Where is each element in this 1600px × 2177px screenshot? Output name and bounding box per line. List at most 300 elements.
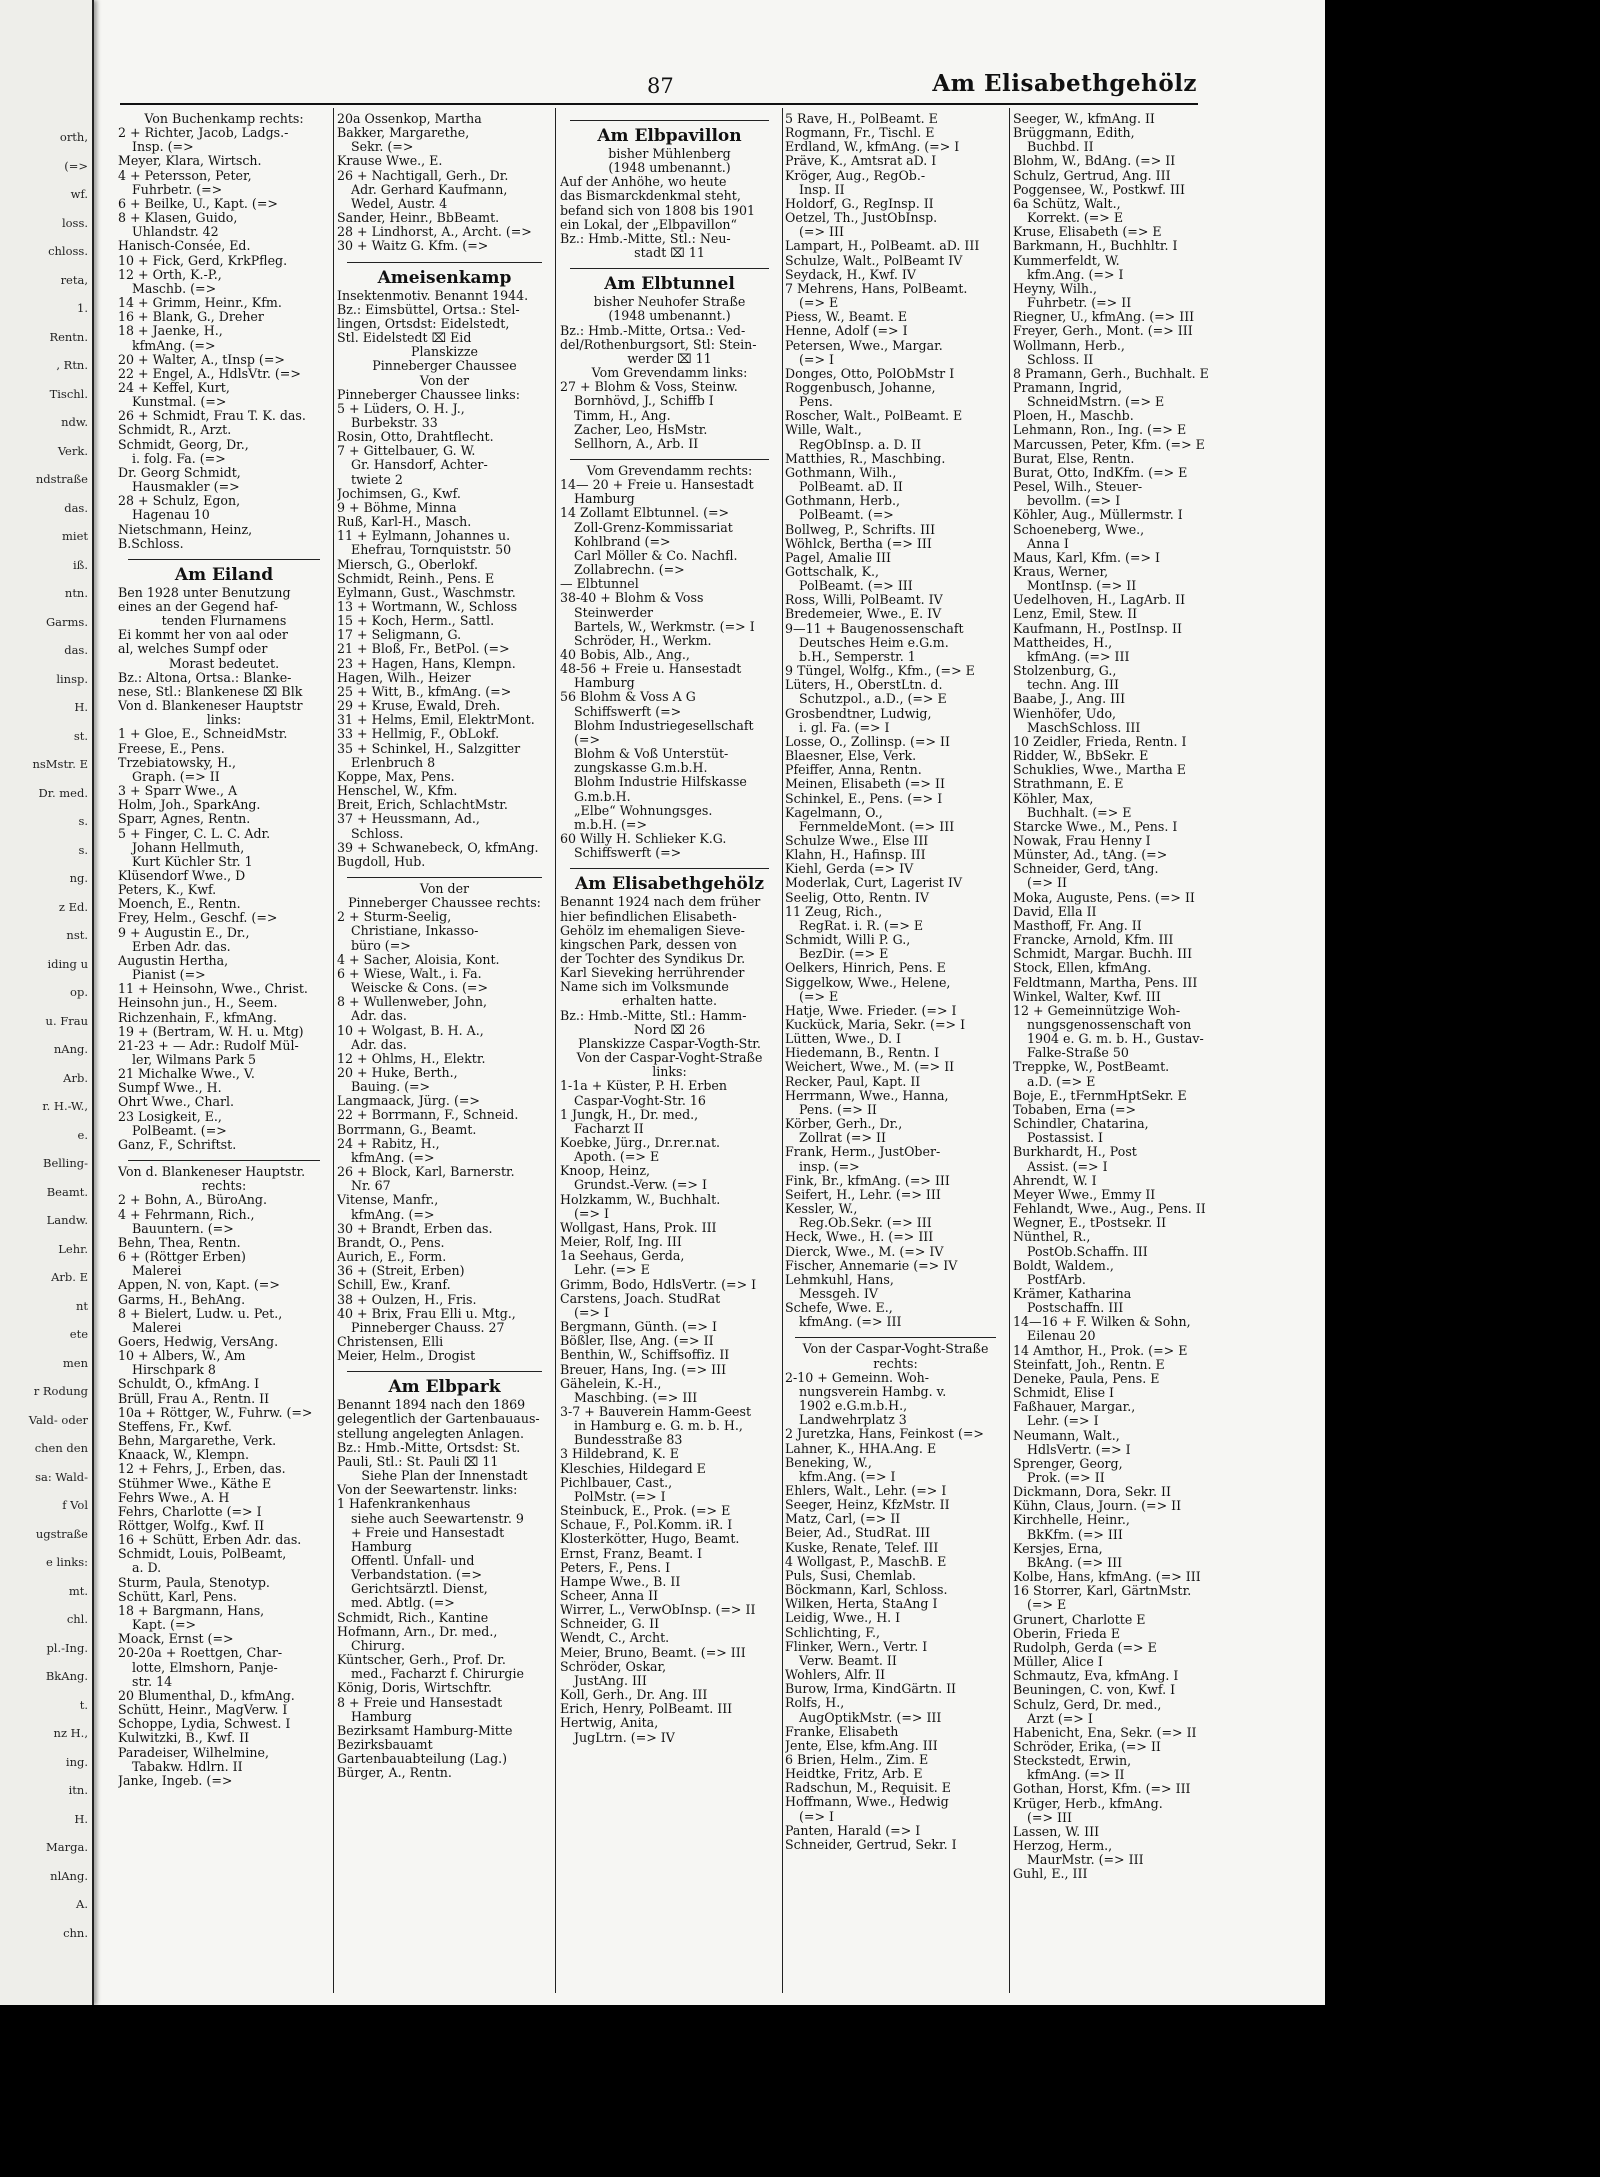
directory-entry-line: Kohlbrand (=> [574,534,671,549]
directory-entry-line: Starcke Wwe., M., Pens. I [1013,819,1178,834]
section-note: Morast bedeutet. [168,656,280,671]
directory-entry-line: 6 Brien, Helm., Zim. E [785,1752,929,1767]
directory-entry-line: Schmidt, R., Arzt. [118,423,232,438]
directory-entry-line: 14 + Grimm, Heinr., Kfm. [118,296,282,311]
directory-entry-line: Dickmann, Dora, Sekr. II [1013,1485,1172,1500]
directory-entry-line: (=> E [799,989,839,1004]
directory-entry-line: Böckmann, Karl, Schloss. [785,1583,948,1598]
directory-entry-line: Fuhrbetr. (=> [132,182,223,197]
directory-entry-line: Schulz, Gertrud, Ang. III [1013,168,1171,183]
directory-entry-line: Schmidt, Rich., Kantine [337,1610,489,1625]
directory-entry-line: 24 + Keffel, Kurt, [118,380,230,395]
directory-entry-line: Feldtmann, Martha, Pens. III [1013,975,1198,990]
column-divider [555,108,556,1993]
directory-entry-line: Hamburg [351,1539,412,1554]
directory-entry-line: 18 + Jaenke, H., [118,324,223,339]
directory-entry-line: Langmaack, Jürg. (=> [337,1094,480,1109]
directory-entry-line: Strathmann, E. E [1013,777,1124,792]
directory-entry-line: Anna I [1027,536,1069,551]
directory-entry-line: Von d. Blankeneser Hauptstr [118,699,303,714]
directory-entry-line: 10 Zeidler, Frieda, Rentn. I [1013,734,1187,749]
directory-entry-line: 3 Hildebrand, K. E [560,1447,679,1462]
directory-entry-line: Ploen, H., Maschb. [1013,409,1134,424]
section-note: Von der [419,881,470,896]
directory-entry-line: Hampe Wwe., B. II [560,1574,681,1589]
directory-entry-line: Neumann, Walt., [1013,1428,1120,1443]
directory-entry-line: 8 + Wullenweber, John, [337,995,487,1010]
directory-entry-line: Hamburg [574,676,635,691]
directory-entry-line: 19 + (Bertram, W. H. u. Mtg) [118,1024,304,1039]
directory-entry-line: Vitense, Manfr., [337,1193,439,1208]
directory-entry-line: 7 Mehrens, Hans, PolBeamt. [785,281,968,296]
directory-entry-line: Ehefrau, Tornquiststr. 50 [351,543,512,558]
directory-entry-line: Beneking, W., [785,1455,872,1470]
section-note: Von der [419,373,470,388]
directory-entry-line: 4 + Fehrmann, Rich., [118,1207,255,1222]
directory-entry-line: Christiane, Inkasso- [351,924,479,939]
directory-entry-line: Pauli, Stl.: St. Pauli ⌧ 11 [337,1454,499,1469]
directory-entry-line: 4 + Sacher, Aloisia, Kont. [337,952,500,967]
directory-entry-line: Benthin, W., Schiffsoffiz. II [560,1348,730,1363]
directory-entry-line: Schmidt, Margar. Buchh. III [1013,947,1193,962]
directory-entry-line: (=> [574,732,601,747]
column-divider [1009,108,1010,1993]
directory-entry-line: 8 Pramann, Gerh., Buchhalt. E [1013,366,1209,381]
directory-entry-line: 4 Wollgast, P., MaschB. E [785,1554,947,1569]
directory-entry-line: Schloss. II [1027,352,1094,367]
directory-entry-line: Roscher, Walt., PolBeamt. E [785,409,963,424]
directory-entry-line: med., Facharzt f. Chirurgie [351,1667,524,1682]
directory-entry-line: 4 + Petersson, Peter, [118,168,252,183]
directory-entry-line: Lenz, Emil, Stew. II [1013,607,1138,622]
directory-entry-line: Sparr, Agnes, Rentn. [118,812,251,827]
directory-entry-line: Fehrs Wwe., A. H [118,1490,230,1505]
directory-entry-line: 12 + Orth, K.-P., [118,267,222,282]
prev-page-fragment: itn. [68,1783,88,1797]
directory-entry-line: Krause Wwe., E. [337,154,443,169]
directory-entry-line: Wedel, Austr. 4 [351,196,448,211]
prev-page-fragment: reta, [60,272,88,287]
directory-entry-line: Siggelkow, Wwe., Helene, [785,975,951,990]
directory-entry-line: 9 + Böhme, Minna [337,500,457,515]
directory-entry-line: 28 + Lindhorst, A., Archt. (=> [337,225,532,240]
running-title: Am Elisabethgehölz [932,70,1197,97]
directory-entry-line: 33 + Hellmig, F., ObLokf. [337,727,500,742]
directory-entry-line: das Bismarckdenkmal steht, [560,189,741,204]
directory-entry-line: b.H., Semperstr. 1 [799,649,916,664]
directory-entry-line: Caspar-Voght-Str. 16 [574,1093,706,1108]
directory-entry-line: (=> E [1027,1598,1067,1613]
directory-entry-line: + Freie und Hansestadt [351,1525,505,1540]
directory-entry-line: 20 + Walter, A., tInsp (=> [118,352,285,367]
directory-entry-line: Köhler, Aug., Müllermstr. I [1013,508,1183,523]
directory-entry-line: Steckstedt, Erwin, [1013,1754,1132,1769]
directory-entry-line: Meyer Wwe., Emmy II [1013,1187,1156,1202]
directory-entry-line: 38-40 + Blohm & Voss [560,591,704,606]
directory-entry-line: Schlichting, F., [785,1625,881,1640]
directory-entry-line: Timm, H., Ang. [574,408,671,423]
directory-entry-line: nungsgenossenschaft von [1027,1018,1192,1032]
directory-entry-line: Insektenmotiv. Benannt 1944. [337,288,529,303]
directory-entry-line: 31 + Helms, Emil, ElektrMont. [337,713,535,728]
section-rule [128,559,320,560]
directory-entry-line: Erben Adr. das. [132,939,231,954]
directory-entry-line: 30 + Brandt, Erben das. [337,1221,493,1236]
prev-page-fragment: u. Frau [45,1013,88,1028]
directory-entry-line: Puls, Susi, Chemlab. [785,1568,917,1583]
page-number: 87 [647,74,674,98]
directory-entry-line: Ross, Willi, PolBeamt. IV [785,593,943,608]
directory-entry-line: 16 + Schütt, Erben Adr. das. [118,1533,302,1548]
directory-entry-line: Hamburg [351,1709,412,1724]
directory-entry-line: Ahrendt, W. I [1013,1173,1097,1188]
directory-entry-line: 14— 20 + Freie u. Hansestadt [560,478,754,493]
directory-entry-line: Schuklies, Wwe., Martha E [1013,763,1186,778]
directory-entry-line: Paradeiser, Wilhelmine, [118,1745,269,1760]
directory-entry-line: Erdland, W., kfmAng. (=> I [785,140,960,155]
directory-entry-line: Jochimsen, G., Kwf. [337,486,461,501]
directory-entry-line: Blohm & Voß Unterstüt- [574,747,729,762]
directory-entry-line: Kruse, Elisabeth (=> E [1013,225,1162,240]
directory-entry-line: Carl Möller & Co. Nachfl. [574,548,738,563]
directory-entry-line: 1 + Gloe, E., SchneidMstr. [118,727,288,742]
directory-entry-line: Fischer, Annemarie (=> IV [785,1258,958,1273]
directory-entry-line: (=> I [574,1305,609,1320]
directory-entry-line: 1 Hafenkrankenhaus [337,1497,471,1512]
directory-entry-line: Pens. [799,395,833,410]
directory-entry-line: 8 + Freie und Hansestadt [337,1695,503,1710]
street-heading: Am Eiland [174,564,274,585]
prev-page-fragment: A. [76,1897,88,1911]
directory-entry-line: Boldt, Waldem., [1013,1258,1114,1273]
directory-entry-line: gelegentlich der Gartenbauaus- [337,1412,540,1427]
directory-entry-line: Adr. Gerhard Kaufmann, [351,182,508,197]
directory-entry-line: 21 Michalke Wwe., V. [118,1067,255,1082]
directory-entry-line: 8 + Bielert, Ludw. u. Pet., [118,1306,283,1321]
directory-entry-line: eines an der Gegend haf- [118,600,278,614]
directory-entry-line: Freese, E., Pens. [118,741,225,756]
directory-entry-line: Schröder, Erika, (=> II [1013,1739,1161,1754]
directory-entry-line: 13 + Wortmann, W., Schloss [337,600,518,614]
directory-entry-line: Recker, Paul, Kapt. II [785,1074,921,1089]
directory-entry-line: kfm.Ang. (=> I [799,1469,896,1484]
directory-entry-line: Knaack, W., Klempn. [118,1448,249,1463]
directory-entry-line: Schiffswerft (=> [574,846,682,861]
prev-page-fragment: z Ed. [58,899,88,914]
directory-entry-line: Bößler, Ilse, Ang. (=> II [560,1334,714,1349]
directory-entry-line: Grosbendtner, Ludwig, [785,706,932,721]
section-rule [347,877,542,878]
directory-entry-line: Schulze Wwe., Else III [785,833,929,848]
directory-entry-line: Franke, Elisabeth [785,1724,899,1739]
directory-entry-line: PostfArb. [1027,1272,1086,1287]
directory-entry-line: Petersen, Wwe., Margar. [785,338,943,353]
directory-entry-line: Blohm Industrie Hilfskasse [574,775,747,790]
prev-page-fragment: Garms. [45,614,88,629]
prev-page-fragment: iding u [47,956,88,971]
directory-entry-line: 60 Willy H. Schlieker K.G. [560,832,727,847]
directory-entry-line: Oelkers, Hinrich, Pens. E [785,961,946,976]
directory-entry-line: (=> I [574,1206,609,1221]
directory-entry-line: Trzebiatowsky, H., [118,755,237,770]
directory-entry-line: Arzt (=> I [1027,1711,1093,1726]
directory-entry-line: der Tochter des Syndikus Dr. [560,951,746,966]
directory-entry-line: Christensen, Elli [337,1334,444,1349]
prev-page-fragment: chloss. [48,244,88,258]
directory-entry-line: Krüger, Herb., kfmAng. [1013,1796,1163,1811]
directory-entry-line: 40 Bobis, Alb., Ang., [560,648,690,662]
directory-entry-line: Falke-Straße 50 [1027,1046,1129,1061]
directory-entry-line: Gerichtsärztl. Dienst, [351,1582,488,1597]
directory-entry-line: Frank, Herm., JustOber- [785,1145,941,1160]
directory-entry-line: 26 + Schmidt, Frau T. K. das. [118,409,306,424]
directory-entry-line: 40 + Brix, Frau Elli u. Mtg., [337,1306,516,1321]
directory-entry-line: Ruß, Karl-H., Masch. [337,515,472,530]
column-3 [560,112,779,1992]
directory-entry-line: 23 Losigkeit, E., [118,1109,222,1124]
street-heading: Ameisenkamp [377,267,512,288]
directory-entry-line: Ehlers, Walt., Lehr. (=> I [785,1484,947,1498]
directory-entry-line: Janke, Ingeb. (=> [118,1773,233,1788]
directory-entry-line: Behn, Thea, Rentn. [118,1235,241,1250]
directory-entry-line: Wöhlck, Bertha (=> III [785,536,932,551]
prev-page-fragment: ndw. [61,415,88,429]
directory-entry-line: Steinbuck, E., Prok. (=> E [560,1504,731,1519]
prev-page-fragment: nlAng. [50,1868,88,1883]
directory-entry-line: 11 Zeug, Rich., [785,904,883,919]
directory-entry-line: „Elbe“ Wohnungsges. [574,803,713,818]
directory-entry-line: Blohm Industriegesellschaft [574,718,754,733]
directory-entry-line: 25 + Witt, B., kfmAng. (=> [337,684,512,699]
section-note: Vom Grevendamm links: [591,366,748,381]
directory-entry-line: i. gl. Fa. (=> I [799,720,890,735]
directory-entry-line: Pfeiffer, Anna, Rentn. [785,763,922,778]
directory-entry-line: Freyer, Gerh., Mont. (=> III [1013,324,1193,339]
directory-entry-line: Marcussen, Peter, Kfm. (=> E [1013,437,1205,452]
directory-entry-line: Benannt 1924 nach dem früher [560,895,761,910]
directory-entry-line: AugOptikMstr. (=> III [799,1710,942,1725]
directory-entry-line: 6a Schütz, Walt., [1013,196,1121,211]
directory-entry-line: 16 + Blank, G., Dreher [118,310,264,325]
directory-entry-line: Fink, Br., kfmAng. (=> III [785,1173,950,1188]
directory-entry-line: Rogmann, Fr., Tischl. E [785,126,935,141]
directory-entry-line: Schmidt, Reinh., Pens. E [337,571,495,586]
directory-entry-line: Zollabrechn. (=> [574,563,685,578]
directory-entry-line: Maschb. (=> [132,281,217,296]
directory-entry-line: Heck, Wwe., H. (=> III [785,1230,934,1245]
directory-entry-line: Bauuntern. (=> [132,1221,234,1236]
directory-entry-line: 2-10 + Gemeinn. Woh- [785,1370,930,1385]
section-note: bisher Mühlenberg [608,147,731,161]
directory-entry-line: 20 + Huke, Berth., [337,1066,458,1080]
directory-entry-line: 18 + Bargmann, Hans, [118,1603,265,1618]
prev-page-fragment: nz H., [53,1726,88,1740]
directory-entry-line: 20-20a + Roettgen, Char- [118,1646,283,1661]
directory-entry-line: med. Abtlg. (=> [351,1596,455,1611]
directory-entry-line: Auf der Anhöhe, wo heute [560,175,727,190]
directory-entry-line: Bergmann, Günth. (=> I [560,1320,717,1335]
directory-entry-line: Johann Hellmuth, [132,840,245,855]
directory-entry-line: Lehr. (=> I [1027,1414,1099,1429]
prev-page-fragment: s. [78,814,88,828]
directory-entry-line: Lütten, Wwe., D. I [785,1032,901,1047]
directory-entry-line: Moack, Ernst (=> [118,1632,234,1647]
prev-page-fragment: nt [75,1298,88,1313]
section-rule [347,1371,542,1372]
directory-entry-line: 9—11 + Baugenossenschaft [785,621,964,636]
prev-page-fragment: Arb. E [51,1270,88,1284]
prev-page-fragment: sa: Wald- [35,1469,88,1484]
directory-entry-line: stellung angelegten Anlagen. [337,1426,524,1441]
prev-page-fragment: ng. [69,871,88,885]
directory-entry-line: Gähelein, K.-H., [560,1376,662,1391]
directory-entry-line: Ohrt Wwe., Charl. [118,1095,235,1110]
directory-entry-line: Herzog, Herm., [1013,1839,1113,1854]
directory-entry-line: Hamburg [574,492,635,507]
directory-entry-line: Miersch, G., Oberlokf. [337,557,478,572]
directory-entry-line: 11 + Heinsohn, Wwe., Christ. [118,982,308,997]
section-note: bisher Neuhofer Straße [593,295,746,310]
directory-entry-line: 26 + Block, Karl, Barnerstr. [337,1165,515,1180]
directory-entry-line: 3-7 + Bauverein Hamm-Geest [560,1404,752,1419]
directory-entry-line: JustAng. III [574,1673,647,1688]
directory-entry-line: 5 + Finger, C. L. C. Adr. [118,826,271,841]
directory-entry-line: Guhl, E., III [1013,1867,1088,1882]
prev-page-fragment: chl. [66,1612,88,1626]
section-note: Nord ⌧ 26 [633,1022,706,1037]
directory-entry-line: Lehmkuhl, Hans, [785,1272,894,1287]
directory-entry-line: Schmidt, Willi P. G., [785,933,911,948]
section-note: Von der Caspar-Voght-Straße [802,1342,989,1357]
directory-entry-line: Beuningen, C. von, Kwf. I [1013,1683,1176,1698]
directory-entry-line: Schneider, Gerd, tAng. [1013,862,1159,877]
directory-entry-line: Von d. Blankeneser Hauptstr. [118,1165,306,1180]
section-note: werder ⌧ 11 [627,351,712,366]
directory-entry-line: Donges, Otto, PolObMstr I [785,366,955,381]
directory-entry-line: 22 + Borrmann, F., Schneid. [337,1108,519,1123]
directory-entry-line: 6 + Beilke, U., Kapt. (=> [118,196,278,211]
column-divider [333,108,334,1993]
directory-entry-line: 6 + Wiese, Walt., i. Fa. [337,966,482,981]
directory-entry-line: Treppke, W., PostBeamt. [1013,1060,1170,1075]
directory-entry-line: Rosin, Otto, Drahtflecht. [337,430,494,445]
directory-entry-line: Leidig, Wwe., H. I [785,1611,901,1626]
directory-entry-line: — Elbtunnel [560,577,639,592]
directory-entry-line: Hirschpark 8 [132,1363,216,1378]
directory-entry-line: kingschen Park, dessen von [560,937,737,952]
directory-entry-line: Wollgast, Hans, Prok. III [560,1220,717,1235]
directory-entry-line: 6 + (Röttger Erben) [118,1250,246,1265]
directory-entry-line: 48-56 + Freie u. Hansestadt [560,662,742,677]
directory-entry-line: Bredemeier, Wwe., E. IV [785,607,942,622]
directory-entry-line: Bezirksamt Hamburg-Mitte [337,1723,513,1738]
directory-entry-line: Malerei [132,1264,182,1279]
section-note: Von Buchenkamp rechts: [144,112,304,126]
directory-entry-line: Meinen, Elisabeth (=> II [785,777,945,792]
section-rule [347,262,542,263]
directory-entry-line: Schröder, Oskar, [560,1659,667,1674]
directory-entry-line: Kolbe, Hans, kfmAng. (=> III [1013,1570,1201,1585]
section-rule [570,459,769,460]
directory-entry-line: 2 + Sturm-Seelig, [337,910,452,925]
directory-entry-line: Facharzt II [574,1121,644,1136]
directory-entry-line: Grundst.-Verw. (=> I [574,1178,707,1193]
directory-entry-line: kfmAng. (=> III [799,1315,902,1330]
prev-page-fragment: , Rtn. [56,358,88,372]
directory-entry-line: Holm, Joh., SparkAng. [118,798,261,813]
directory-entry-line: Pianist (=> [132,968,206,983]
directory-entry-line: 20 Blumenthal, D., kfmAng. [118,1688,295,1703]
directory-entry-line: 10 + Wolgast, B. H. A., [337,1023,484,1038]
directory-entry-line: Chirurg. [351,1638,405,1653]
directory-entry-line: Sumpf Wwe., H. [118,1081,222,1096]
section-note: links: [206,713,242,728]
column-5 [1013,112,1225,1992]
directory-entry-line: 14 Zollamt Elbtunnel. (=> [560,506,730,521]
directory-entry-line: insp. (=> [799,1159,860,1174]
prev-page-fragment: chen den [34,1441,88,1455]
directory-entry-line: (=> I [799,1809,834,1824]
directory-entry-line: Barkmann, H., Buchhltr. I [1013,239,1178,254]
section-note: (1948 umbenannt.) [608,161,731,176]
directory-entry-line: kfmAng. (=> [351,1207,435,1222]
directory-entry-line: Gothmann, Wilh., [785,465,897,480]
directory-entry-line: büro (=> [351,938,411,953]
prev-page-fragment: Landw. [46,1213,88,1227]
prev-page-fragment: f Vol [62,1498,88,1512]
directory-entry-line: Stolzenburg, G., [1013,664,1117,679]
directory-entry-line: Korrekt. (=> E [1027,211,1124,226]
directory-entry-line: Kleschies, Hildegard E [560,1461,706,1476]
directory-entry-line: Gottschalk, K., [785,565,879,579]
section-note: Vom Grevendamm rechts: [586,463,753,478]
directory-entry-line: Meier, Helm., Drogist [337,1349,476,1364]
directory-entry-line: 2 + Richter, Jacob, Ladgs.- [118,126,289,141]
directory-entry-line: Behn, Margarethe, Verk. [118,1434,277,1449]
directory-entry-line: Schneider, Gertrud, Sekr. I [785,1837,957,1852]
section-note: Siehe Plan der Innenstadt [361,1469,528,1484]
directory-entry-line: Pesel, Wilh., Steuer- [1013,480,1143,495]
section-note: Planskizze Caspar-Vogth-Str. [578,1036,761,1051]
directory-entry-line: al, welches Sumpf oder [118,642,268,657]
prev-page-fragment: ugstraße [35,1526,88,1541]
directory-entry-line: Bz.: Hmb.-Mitte, Ortsdst: St. [337,1440,521,1455]
prev-page-fragment: chn. [63,1925,88,1940]
directory-entry-line: 1904 e. G. m. b. H., Gustav- [1027,1032,1204,1047]
directory-entry-line: Klüsendorf Wwe., D [118,868,246,883]
section-note: Von der Caspar-Voght-Straße [576,1051,763,1066]
prev-page-fragment: Belling- [43,1156,88,1170]
directory-entry-line: Habenicht, Ena, Sekr. (=> II [1013,1725,1197,1740]
prev-page-fragment: linsp. [56,671,88,686]
directory-entry-line: 23 + Hagen, Hans, Klempn. [337,656,516,671]
prev-page-fragment: BkAng. [45,1669,88,1683]
prev-page-fragment: r. H.-W., [42,1099,88,1113]
directory-entry-line: 39 + Schwanebeck, O, kfmAng. [337,840,539,855]
directory-entry-line: Ei kommt her von aal oder [118,628,288,643]
directory-entry-line: 2 + Bohn, A., BüroAng. [118,1193,267,1208]
directory-entry-line: 8 + Klasen, Guido, [118,211,238,226]
directory-entry-line: 1a Seehaus, Gerda, [560,1249,685,1264]
directory-entry-line: Heyny, Wilh., [1013,281,1098,296]
directory-entry-line: Deneke, Paula, Pens. E [1013,1371,1160,1386]
directory-entry-line: Verw. Beamt. II [799,1653,897,1668]
directory-entry-line: Graph. (=> II [132,769,220,784]
directory-entry-line: Kessler, W., [785,1202,858,1217]
directory-entry-line: Ganz, F., Schriftst. [118,1137,237,1152]
section-rule [570,120,769,121]
directory-entry-line: 36 + (Streit, Erben) [337,1264,465,1279]
